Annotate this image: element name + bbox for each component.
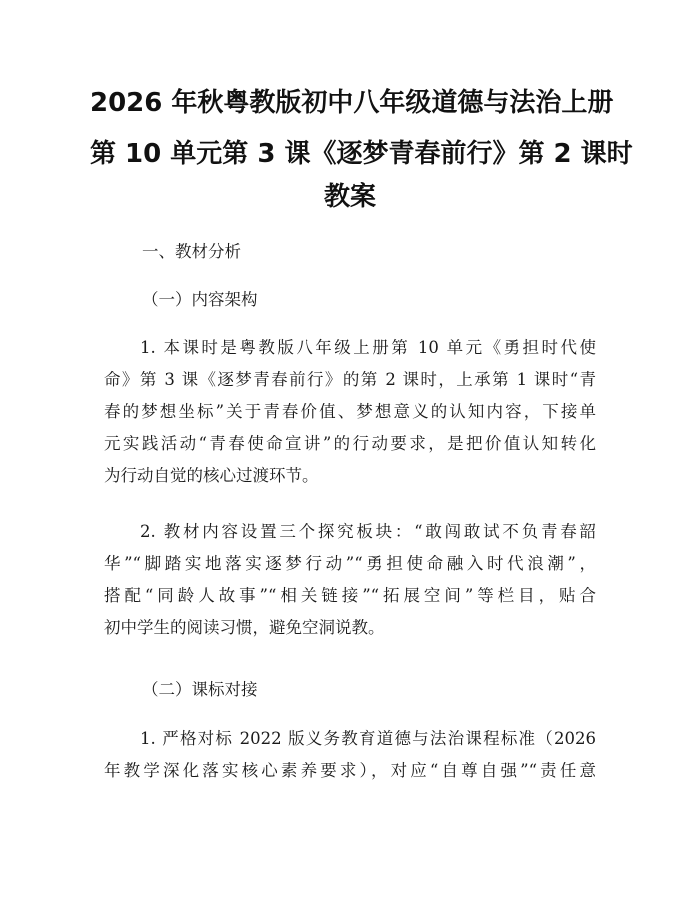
paragraph-line: 2. 教材内容设置三个探究板块：“敢闯敢试不负青春韶 [140,522,596,541]
paragraph-line: 年教学深化落实核心素养要求），对应“自尊自强”“责任意 [104,761,596,780]
paragraph-curriculum-alignment-1 [104,723,596,787]
document-title-line-2: 第 10 单元第 3 课《逐梦青春前行》第 2 课时 [90,139,633,169]
paragraph-line: 春的梦想坐标”关于青春价值、梦想意义的认知内容，下接单 [104,402,596,421]
paragraph-line: 搭配“同龄人故事”“相关链接”“拓展空间”等栏目，贴合 [104,586,596,605]
paragraph-line: 初中学生的阅读习惯，避免空洞说教。 [104,618,385,637]
subsection-heading-content-structure: （一）内容架构 [142,290,258,309]
section-heading-materials-analysis: 一、教材分析 [142,242,241,261]
paragraph-line: 为行动自觉的核心过渡环节。 [104,466,319,485]
paragraph-content-structure-2 [104,516,596,644]
paragraph-line: 1. 本课时是粤教版八年级上册第 10 单元《勇担时代使 [140,338,596,357]
paragraph-line: 华”“脚踏实地落实逐梦行动”“勇担使命融入时代浪潮”， [104,554,596,573]
paragraph-content-structure-1 [104,332,596,492]
document-title-line-3: 教案 [323,182,376,212]
document-title-line-1: 2026 年秋粤教版初中八年级道德与法治上册 [90,88,614,118]
subsection-heading-curriculum-alignment: （二）课标对接 [142,680,258,699]
paragraph-line: 命》第 3 课《逐梦青春前行》的第 2 课时，上承第 1 课时“青 [104,370,596,389]
paragraph-line: 元实践活动“青春使命宣讲”的行动要求，是把价值认知转化 [104,434,596,453]
paragraph-line: 1. 严格对标 2022 版义务教育道德与法治课程标准（2026 [140,729,596,748]
